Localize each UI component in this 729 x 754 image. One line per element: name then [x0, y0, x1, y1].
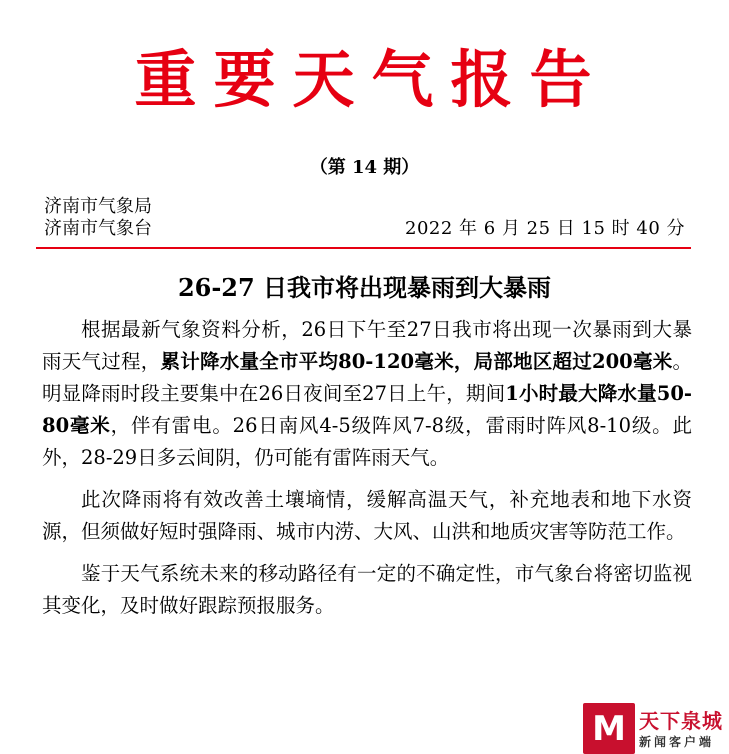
p1-text-c: 。明显降雨时段主要集中在26日夜间至27日上午，期间	[42, 350, 692, 405]
report-title: 重要天气报告	[134, 43, 609, 116]
paragraph-2: 此次降雨将有效改善土壤墒情，缓解高温天气，补充地表和地下水资源，但须做好短时强降雨、城市内涝、大风、山洪和地质灾害等防范工作。	[42, 488, 692, 543]
paragraph-1	[42, 314, 692, 474]
issuing-org-bureau: 济南市气象局	[44, 196, 152, 217]
article-body	[42, 314, 692, 632]
issuing-org-observatory: 济南市气象台	[44, 218, 152, 239]
issue-datetime: 2022 年 6 月 25 日 15 时 40 分	[405, 218, 685, 239]
logo-brand-text: 天下泉城	[639, 709, 723, 733]
p1-rainfall-total: 累计降水量全市平均80-120毫米，局部地区超过200毫米	[160, 350, 673, 373]
p1-hourly-max: 1小时最大降水量50-80毫米	[42, 382, 692, 437]
article-headline: 26-27 日我市将出现暴雨到大暴雨	[177, 273, 552, 302]
logo-mark-icon: M	[583, 703, 635, 754]
issue-number: （第 14 期）	[309, 157, 420, 178]
paragraph-3: 鉴于天气系统未来的移动路径有一定的不确定性，市气象台将密切监视其变化，及时做好跟踪预报服务。	[42, 562, 692, 617]
p1-text-e: ，伴有雷电。26日南风4-5级阵风7-8级，雷雨时阵风8-10级。此外，28-29日多云间阴，仍可能有雷阵雨天气。	[42, 414, 692, 469]
p1-text-a: 根据最新气象资料分析，26日下午至27日我市将出现一次暴雨到大暴雨天气过程，	[42, 318, 692, 373]
watermark-logo	[583, 703, 729, 754]
logo-subtitle: 新闻客户端	[639, 735, 715, 749]
header-divider	[36, 247, 691, 249]
